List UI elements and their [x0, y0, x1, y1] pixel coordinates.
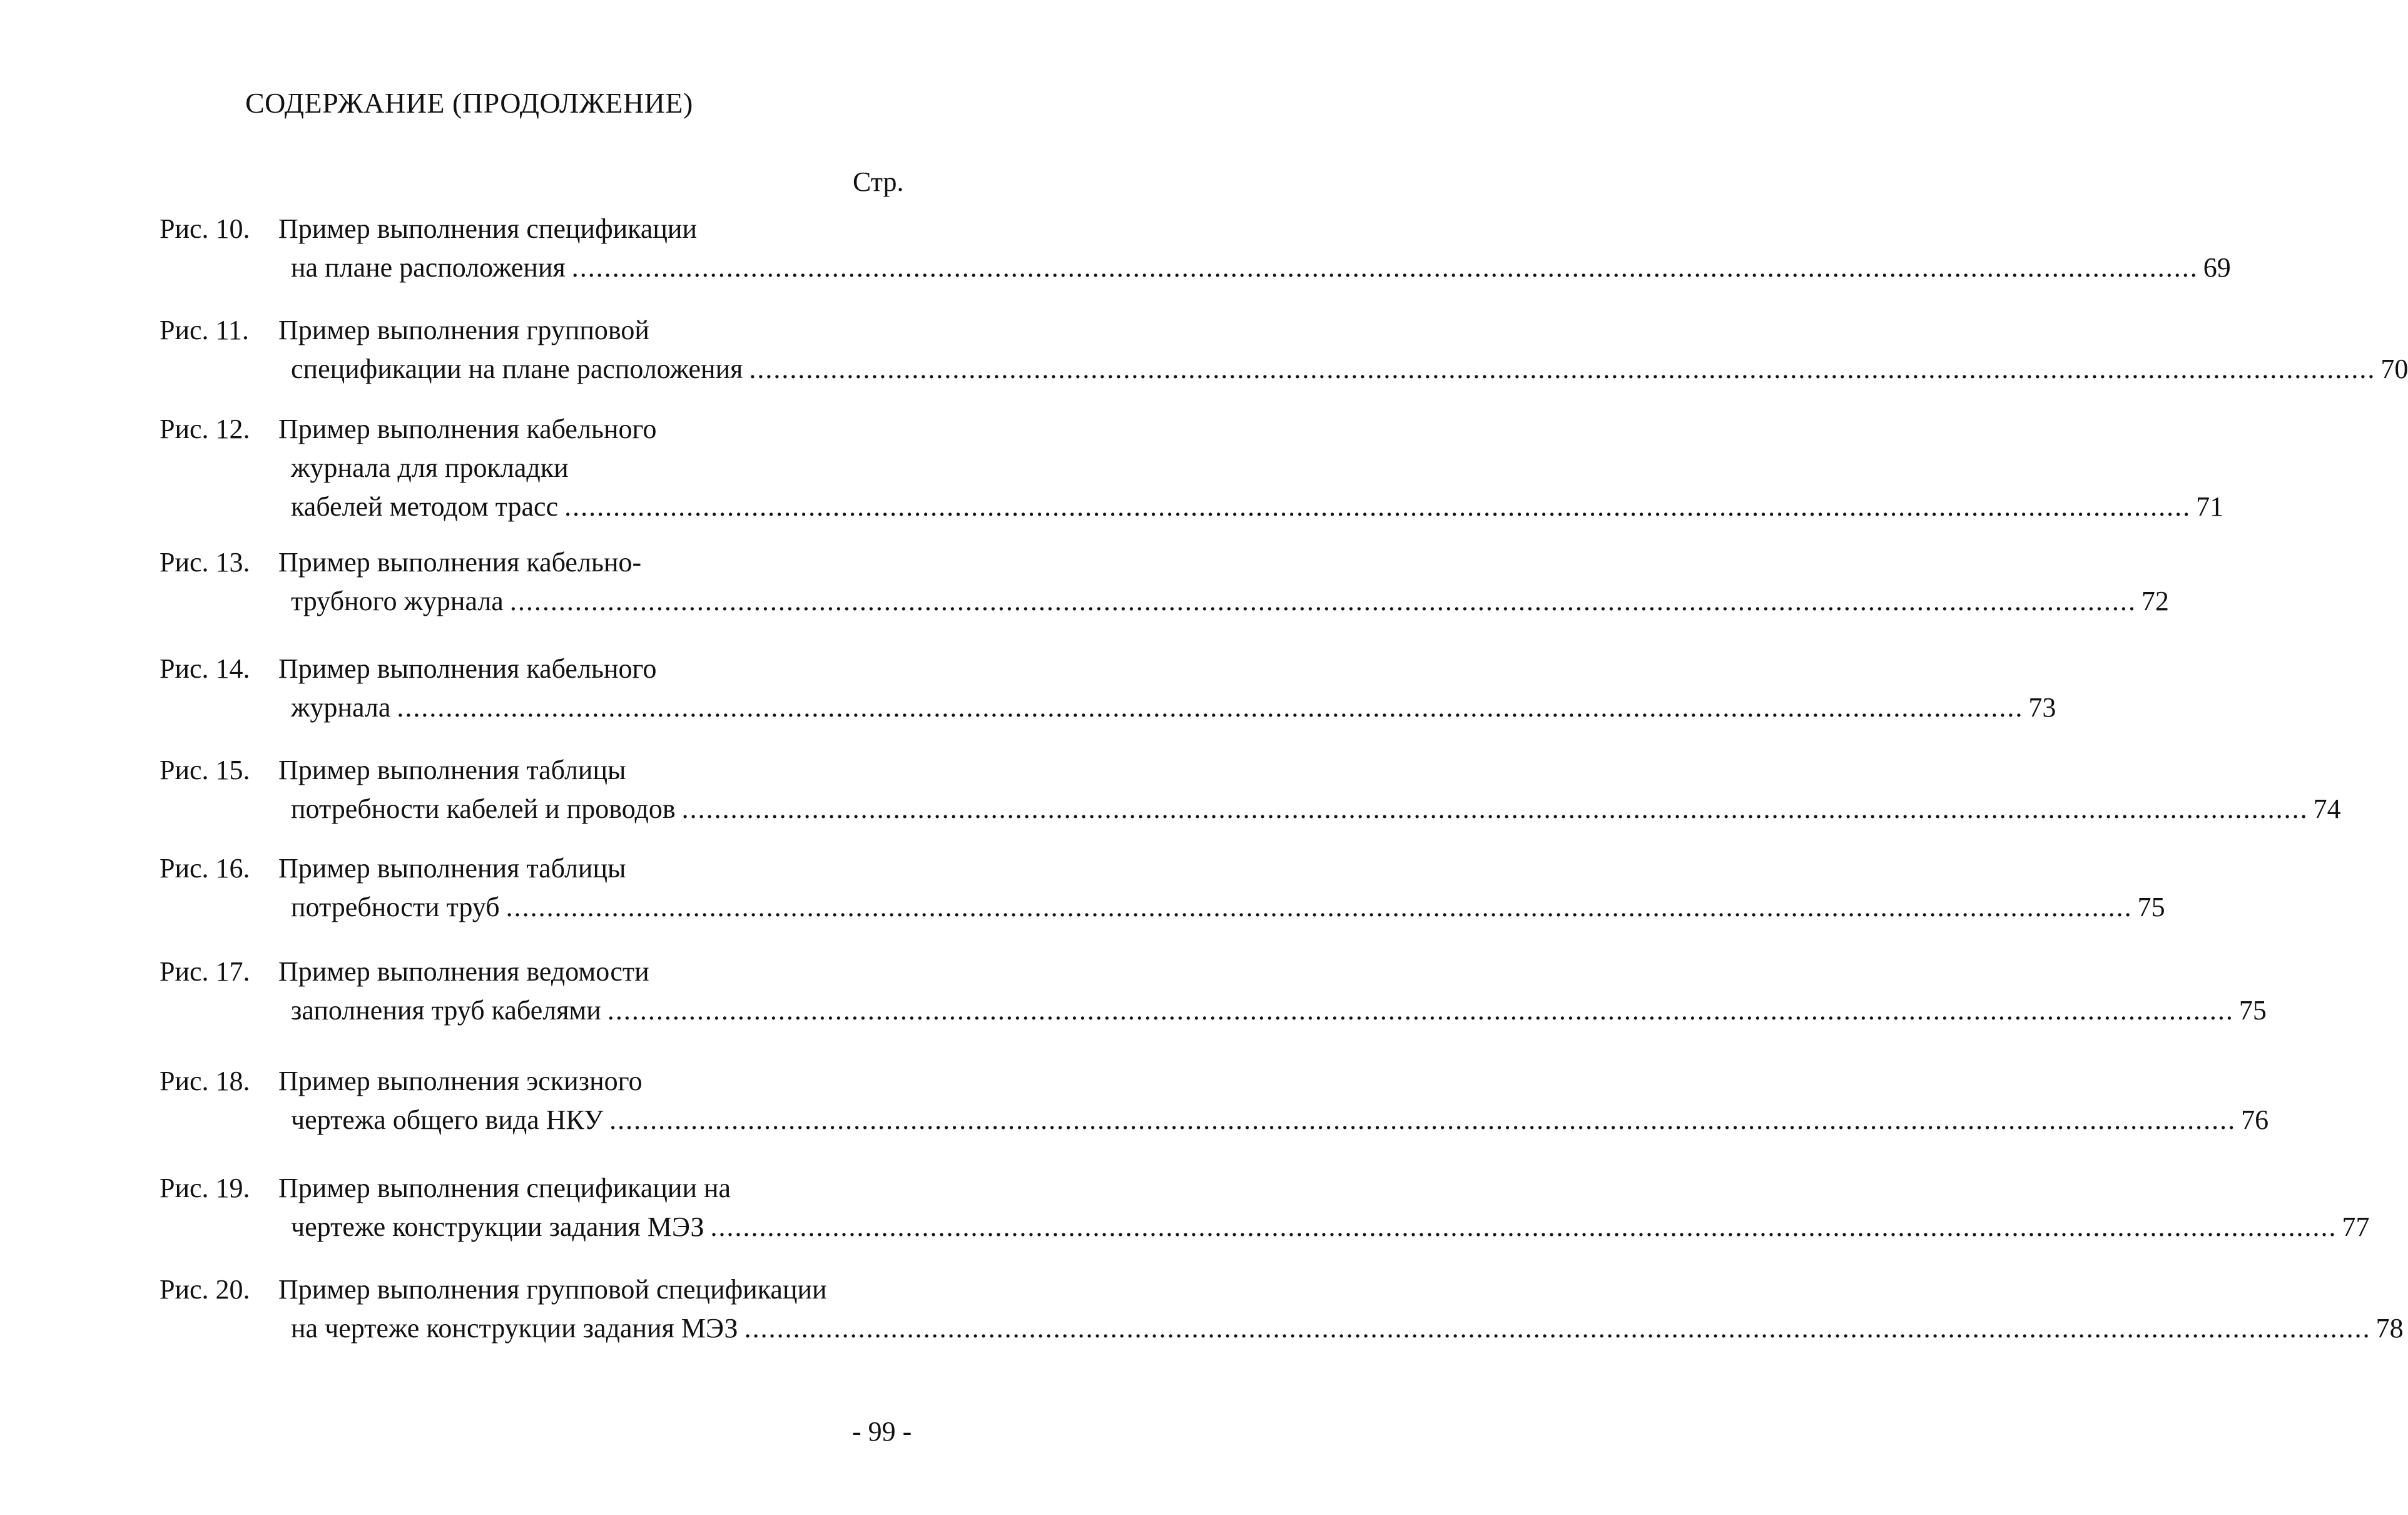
figure-label: Рис. 16. [160, 853, 250, 884]
entry-title-line: Пример выполнения групповой [278, 315, 649, 345]
entry-title-line: потребности труб [291, 892, 500, 922]
dot-leader: ........................................................................................................................................................................................................ [681, 793, 2309, 824]
dot-leader: ........................................................................................................................................................................................................ [607, 995, 2234, 1026]
entry-title-line: кабелей методом трасс [291, 491, 559, 522]
figure-label: Рис. 10. [160, 213, 250, 244]
entry-last-line [291, 688, 2056, 727]
dot-leader: ........................................................................................................................................................................................................ [609, 1104, 2237, 1135]
entry-last-line [291, 790, 2341, 829]
entry-title-line: на плане расположения [291, 252, 566, 283]
entry-last-line [291, 248, 2231, 287]
entry-title-line: чертежа общего вида НКУ [291, 1104, 604, 1135]
entry-page-number: 74 [2313, 793, 2341, 824]
entry-title-line: Пример выполнения спецификации на [278, 1173, 731, 1203]
dot-leader: ........................................................................................................................................................................................................ [397, 692, 2024, 723]
figure-label: Рис. 17. [160, 956, 250, 987]
entry-page-number: 78 [2375, 1313, 2404, 1344]
entry-page-number: 73 [2028, 692, 2056, 723]
entry-page-number: 70 [2380, 354, 2408, 384]
toc-entry [160, 1062, 2269, 1140]
page-number: - 99 - [852, 1416, 912, 1447]
dot-leader: ........................................................................................................................................................................................................ [505, 892, 2133, 922]
entry-title-line: Пример выполнения кабельного [278, 414, 657, 444]
dot-leader: ........................................................................................................................................................................................................ [744, 1313, 2371, 1344]
entry-page-number: 76 [2241, 1104, 2269, 1135]
entry-page-number: 77 [2342, 1211, 2370, 1242]
figure-label: Рис. 12. [160, 414, 250, 444]
entry-title-line: журнала [291, 692, 391, 723]
figure-label: Рис. 15. [160, 755, 250, 785]
toc-entry [160, 1270, 2404, 1348]
entry-title-line: Пример выполнения таблицы [278, 853, 626, 884]
entry-title-line: на чертеже конструкции задания МЭЗ [291, 1313, 738, 1344]
toc-entry [160, 210, 2231, 287]
entry-title-line: чертеже конструкции задания МЭЗ [291, 1211, 704, 1242]
entry-title-line: Пример выполнения кабельно- [278, 547, 642, 578]
toc-entry [160, 849, 2165, 927]
entry-title-line: трубного журнала [291, 586, 504, 616]
entry-title-line: спецификации на плане расположения [291, 354, 743, 384]
entry-title-line: Пример выполнения спецификации [278, 213, 698, 244]
toc-entry [160, 952, 2267, 1030]
toc-entry [160, 410, 2224, 526]
entry-title-line: Пример выполнения таблицы [278, 755, 626, 785]
entry-title-line: Пример выполнения ведомости [278, 956, 649, 987]
figure-label: Рис. 11. [160, 315, 249, 345]
entry-last-line [291, 582, 2169, 621]
entry-title-line: Пример выполнения эскизного [278, 1066, 643, 1096]
figure-label: Рис. 20. [160, 1274, 250, 1305]
entry-title-line: Пример выполнения групповой спецификации [278, 1274, 827, 1305]
dot-leader: ........................................................................................................................................................................................................ [564, 491, 2192, 522]
entry-last-line [291, 1208, 2370, 1247]
figure-label: Рис. 18. [160, 1066, 250, 1096]
entry-page-number: 71 [2196, 491, 2224, 522]
entry-last-line [291, 888, 2165, 927]
dot-leader: ........................................................................................................................................................................................................ [749, 354, 2376, 384]
entry-page-number: 69 [2203, 252, 2231, 283]
entry-last-line [291, 991, 2267, 1030]
toc-entry [160, 311, 2408, 389]
entry-last-line [291, 1101, 2269, 1140]
figure-label: Рис. 13. [160, 547, 250, 578]
entry-page-number: 75 [2137, 892, 2165, 922]
entry-title-line: Пример выполнения кабельного [278, 653, 657, 684]
toc-entry [160, 650, 2056, 727]
entry-title-line: заполнения труб кабелями [291, 995, 601, 1026]
entry-last-line [291, 350, 2408, 389]
toc-entry [160, 1169, 2370, 1247]
entry-title-line: журнала для прокладки [291, 452, 569, 483]
entry-title-line: потребности кабелей и проводов [291, 793, 676, 824]
entry-page-number: 75 [2238, 995, 2267, 1026]
dot-leader: ........................................................................................................................................................................................................ [710, 1211, 2337, 1242]
figure-label: Рис. 14. [160, 653, 250, 684]
figure-label: Рис. 19. [160, 1173, 250, 1203]
dot-leader: ........................................................................................................................................................................................................ [509, 586, 2136, 616]
entry-last-line [291, 487, 2224, 526]
page-column-header: Стр. [853, 166, 904, 197]
toc-entry [160, 543, 2169, 621]
dot-leader: ........................................................................................................................................................................................................ [571, 252, 2198, 283]
toc-entry [160, 751, 2341, 829]
entry-last-line [291, 1309, 2404, 1348]
entry-page-number: 72 [2141, 586, 2169, 616]
page-title: СОДЕРЖАНИЕ (ПРОДОЛЖЕНИЕ) [245, 87, 693, 119]
